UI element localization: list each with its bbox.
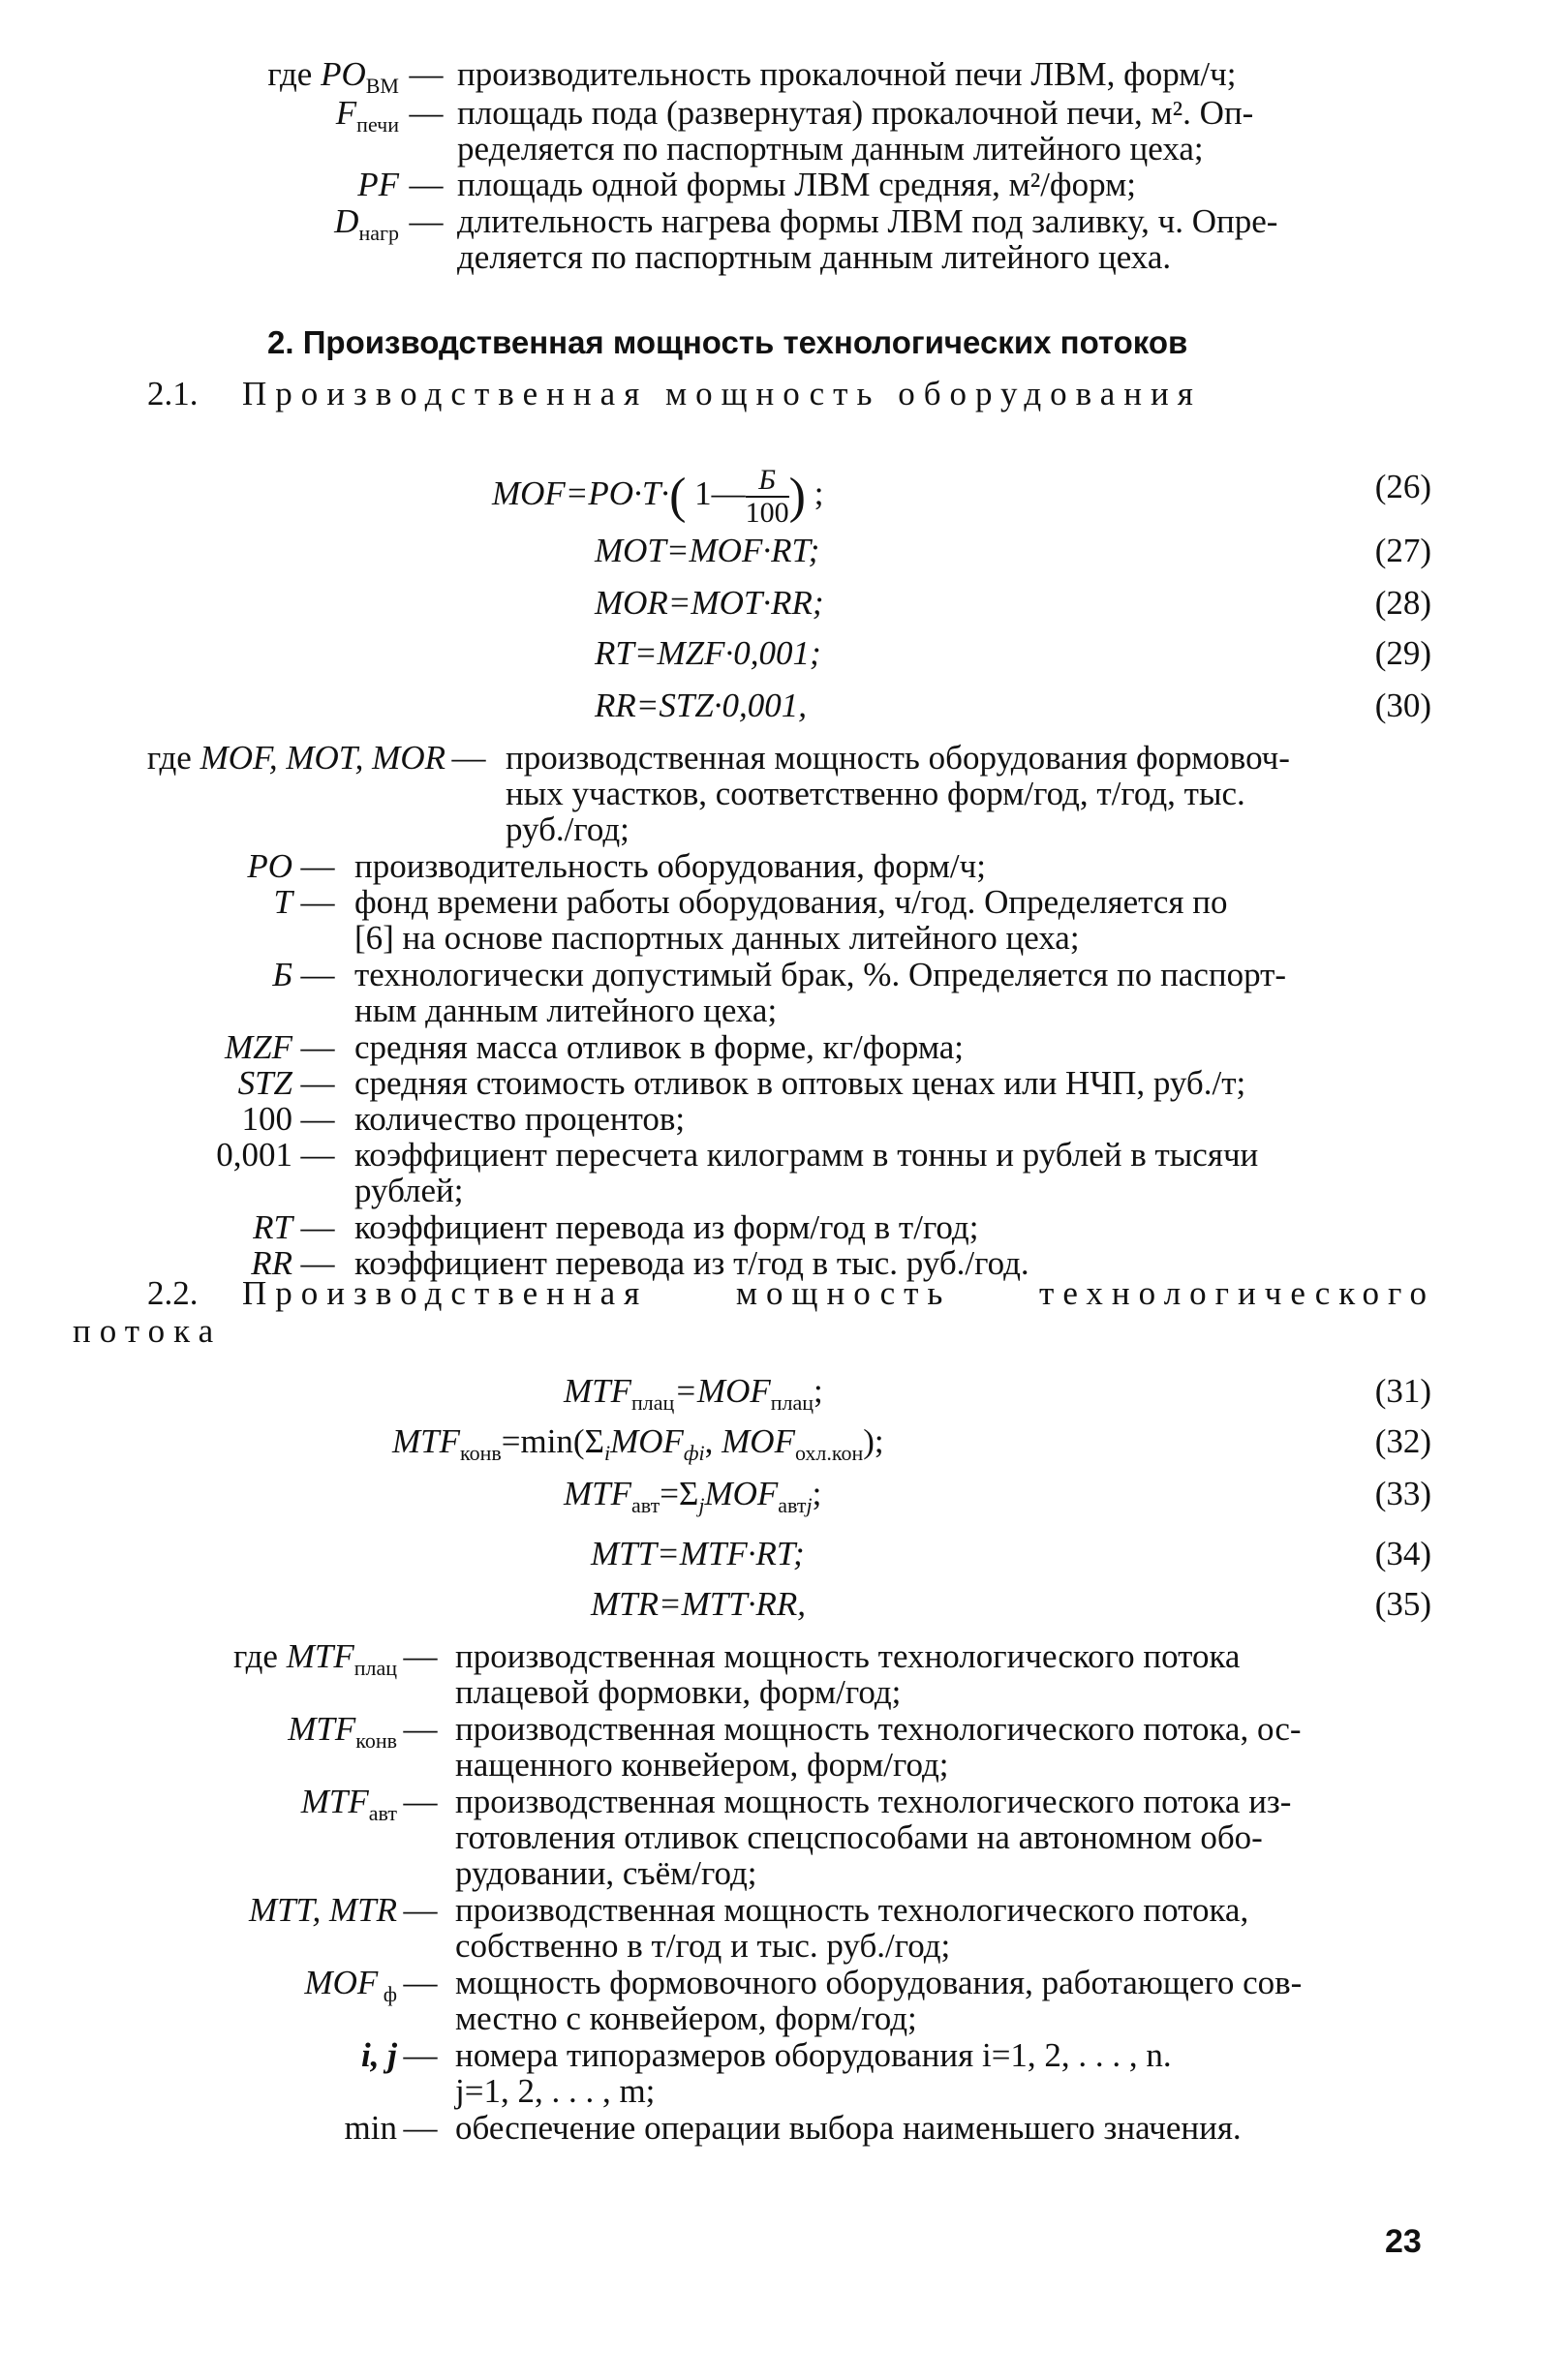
def-symbol: Б	[272, 956, 292, 993]
def-description: технологически допустимый брак, %. Определяется по паспорт-	[354, 956, 1287, 993]
def-description: производственная мощность технологического потока	[455, 1637, 1241, 1675]
def-dash: —	[300, 1244, 335, 1282]
def-dash: —	[300, 847, 335, 885]
equation-number: (33)	[1374, 1475, 1431, 1512]
def-dash: —	[403, 1637, 438, 1675]
def-description: [6] на основе паспортных данных литейного цеха;	[354, 919, 1080, 957]
def-dash: —	[409, 202, 444, 240]
def-symbol: STZ	[237, 1064, 292, 1102]
def-description: плацевой формовки, форм/год;	[455, 1673, 902, 1711]
def-dash: —	[300, 1028, 335, 1066]
def-description: мощность формовочного оборудования, работающего сов-	[455, 1964, 1303, 2001]
def-description: руб./год;	[506, 810, 629, 848]
formula: MOR=MOT·RR;	[595, 584, 824, 622]
formula: $MTF_{авт}=\Sigma_jMOF_{автj}$;	[564, 1475, 822, 1517]
def-description: производительность оборудования, форм/ч;	[354, 847, 986, 885]
page-number: 23	[1385, 2223, 1422, 2260]
def-dash: —	[300, 883, 335, 921]
def-description: производственная мощность технологического потока,	[455, 1891, 1249, 1929]
def-description: рублей;	[354, 1172, 464, 1209]
def-description: обеспечение операции выбора наименьшего значения.	[455, 2109, 1242, 2147]
def-symbol: $D_{нагр}$	[334, 202, 399, 245]
equation-number: (32)	[1374, 1422, 1431, 1460]
def-symbol: где $PO_{ВМ}$	[267, 55, 399, 98]
formula: MOF=PO·T·( 1— Б 100 ) ;	[492, 464, 824, 529]
equation-number: (27)	[1374, 532, 1431, 569]
def-description: количество процентов;	[354, 1100, 686, 1138]
def-dash: —	[409, 94, 444, 132]
def-symbol: MTT, MTR	[249, 1891, 397, 1929]
equation-number: (35)	[1374, 1585, 1431, 1623]
subsection-title-cont: потока	[73, 1312, 223, 1350]
def-description: номера типоразмеров оборудования i=1, 2, . . . , n.	[455, 2036, 1172, 2074]
equation-number: (28)	[1374, 584, 1431, 622]
def-description: собственно в т/год и тыс. руб./год;	[455, 1927, 951, 1965]
def-symbol: PF	[357, 166, 399, 203]
def-dash: —	[403, 1783, 438, 1820]
def-symbol: где MOF, MOT, MOR	[146, 739, 445, 777]
def-description: производительность прокалочной печи ЛВМ, форм/ч;	[457, 55, 1237, 93]
def-description: площадь пода (развернутая) прокалочной печи, м². Оп-	[457, 94, 1254, 132]
def-description: рудовании, съём/год;	[455, 1854, 757, 1892]
def-description: ным данным литейного цеха;	[354, 992, 778, 1029]
formula: RT=MZF·0,001;	[595, 634, 821, 672]
def-description: производственная мощность технологического потока из-	[455, 1783, 1292, 1820]
def-dash: —	[403, 1710, 438, 1748]
formula: $MTF_{конв}=\min(\Sigma_iMOF_{фi}$, $MOF_{охл.кон}$);	[392, 1422, 884, 1465]
formula: MTR=MTT·RR,	[591, 1585, 806, 1623]
def-description: средняя масса отливок в форме, кг/форма;	[354, 1028, 965, 1066]
formula: RR=STZ·0,001,	[595, 687, 808, 724]
def-symbol: 0,001	[216, 1136, 292, 1174]
equation-number: (30)	[1374, 687, 1431, 724]
def-symbol: где $MTF_{плац}$	[232, 1637, 397, 1680]
formula: MOT=MOF·RT;	[595, 532, 820, 569]
def-description: готовления отливок спецспособами на автономном обо-	[455, 1818, 1263, 1856]
def-symbol: MOF $_ф$	[304, 1964, 397, 2006]
def-dash: —	[409, 166, 444, 203]
formula: MTT=MTF·RT;	[591, 1535, 805, 1572]
def-symbol: T	[273, 883, 292, 921]
def-description: фонд времени работы оборудования, ч/год. Определяется по	[354, 883, 1228, 921]
section-heading: 2. Производственная мощность технологических потоков	[267, 324, 1188, 360]
def-dash: —	[300, 1136, 335, 1174]
def-symbol: RR	[251, 1244, 292, 1282]
def-description: коэффициент перевода из форм/год в т/год;	[354, 1208, 979, 1246]
equation-number: (34)	[1374, 1535, 1431, 1572]
def-symbol: PO	[247, 847, 292, 885]
def-dash: —	[451, 739, 486, 777]
def-dash: —	[403, 1891, 438, 1929]
def-dash: —	[403, 1964, 438, 2001]
subsection-title: Производственная мощность оборудования	[242, 375, 1202, 412]
def-dash: —	[403, 2036, 438, 2074]
def-description: средняя стоимость отливок в оптовых ценах или НЧП, руб./т;	[354, 1064, 1246, 1102]
equation-number: (26)	[1374, 468, 1431, 505]
def-description: местно с конвейером, форм/год;	[455, 1999, 917, 2037]
def-symbol: 100	[241, 1100, 292, 1138]
def-dash: —	[409, 55, 444, 93]
def-dash: —	[300, 1208, 335, 1246]
def-description: коэффициент перевода из т/год в тыс. руб./год.	[354, 1244, 1029, 1282]
def-description: j=1, 2, . . . , m;	[455, 2072, 656, 2110]
def-symbol: min	[344, 2109, 397, 2147]
subsection-title: Производственная мощность технологического	[242, 1274, 1435, 1312]
def-description: длительность нагрева формы ЛВМ под заливку, ч. Опре-	[457, 202, 1278, 240]
def-dash: —	[300, 956, 335, 993]
def-symbol: $F_{печи}$	[335, 94, 399, 137]
equation-number: (29)	[1374, 634, 1431, 672]
def-symbol: $MTF_{авт}$	[300, 1783, 397, 1825]
subsection-number: 2.1.	[147, 375, 199, 412]
def-description: ределяется по паспортным данным литейного цеха;	[457, 130, 1204, 168]
def-description: производственная мощность оборудования формовоч-	[506, 739, 1290, 777]
def-dash: —	[403, 2109, 438, 2147]
def-dash: —	[300, 1064, 335, 1102]
def-description: ных участков, соответственно форм/год, т/год, тыс.	[506, 775, 1245, 812]
def-symbol: RT	[253, 1208, 292, 1246]
def-description: нащенного конвейером, форм/год;	[455, 1746, 949, 1784]
def-description: площадь одной формы ЛВМ средняя, м²/форм;	[457, 166, 1136, 203]
def-description: производственная мощность технологического потока, ос-	[455, 1710, 1302, 1748]
def-description: деляется по паспортным данным литейного цеха.	[457, 238, 1172, 276]
def-symbol: MZF	[225, 1028, 292, 1066]
subsection-number: 2.2.	[147, 1274, 199, 1312]
def-description: коэффициент пересчета килограмм в тонны и рублей в тысячи	[354, 1136, 1259, 1174]
equation-number: (31)	[1374, 1372, 1431, 1410]
formula: $MTF_{плац}=MOF_{плац}$;	[564, 1372, 823, 1415]
def-symbol: $MTF_{конв}$	[288, 1710, 397, 1753]
def-dash: —	[300, 1100, 335, 1138]
def-symbol: i, j	[361, 2036, 397, 2074]
